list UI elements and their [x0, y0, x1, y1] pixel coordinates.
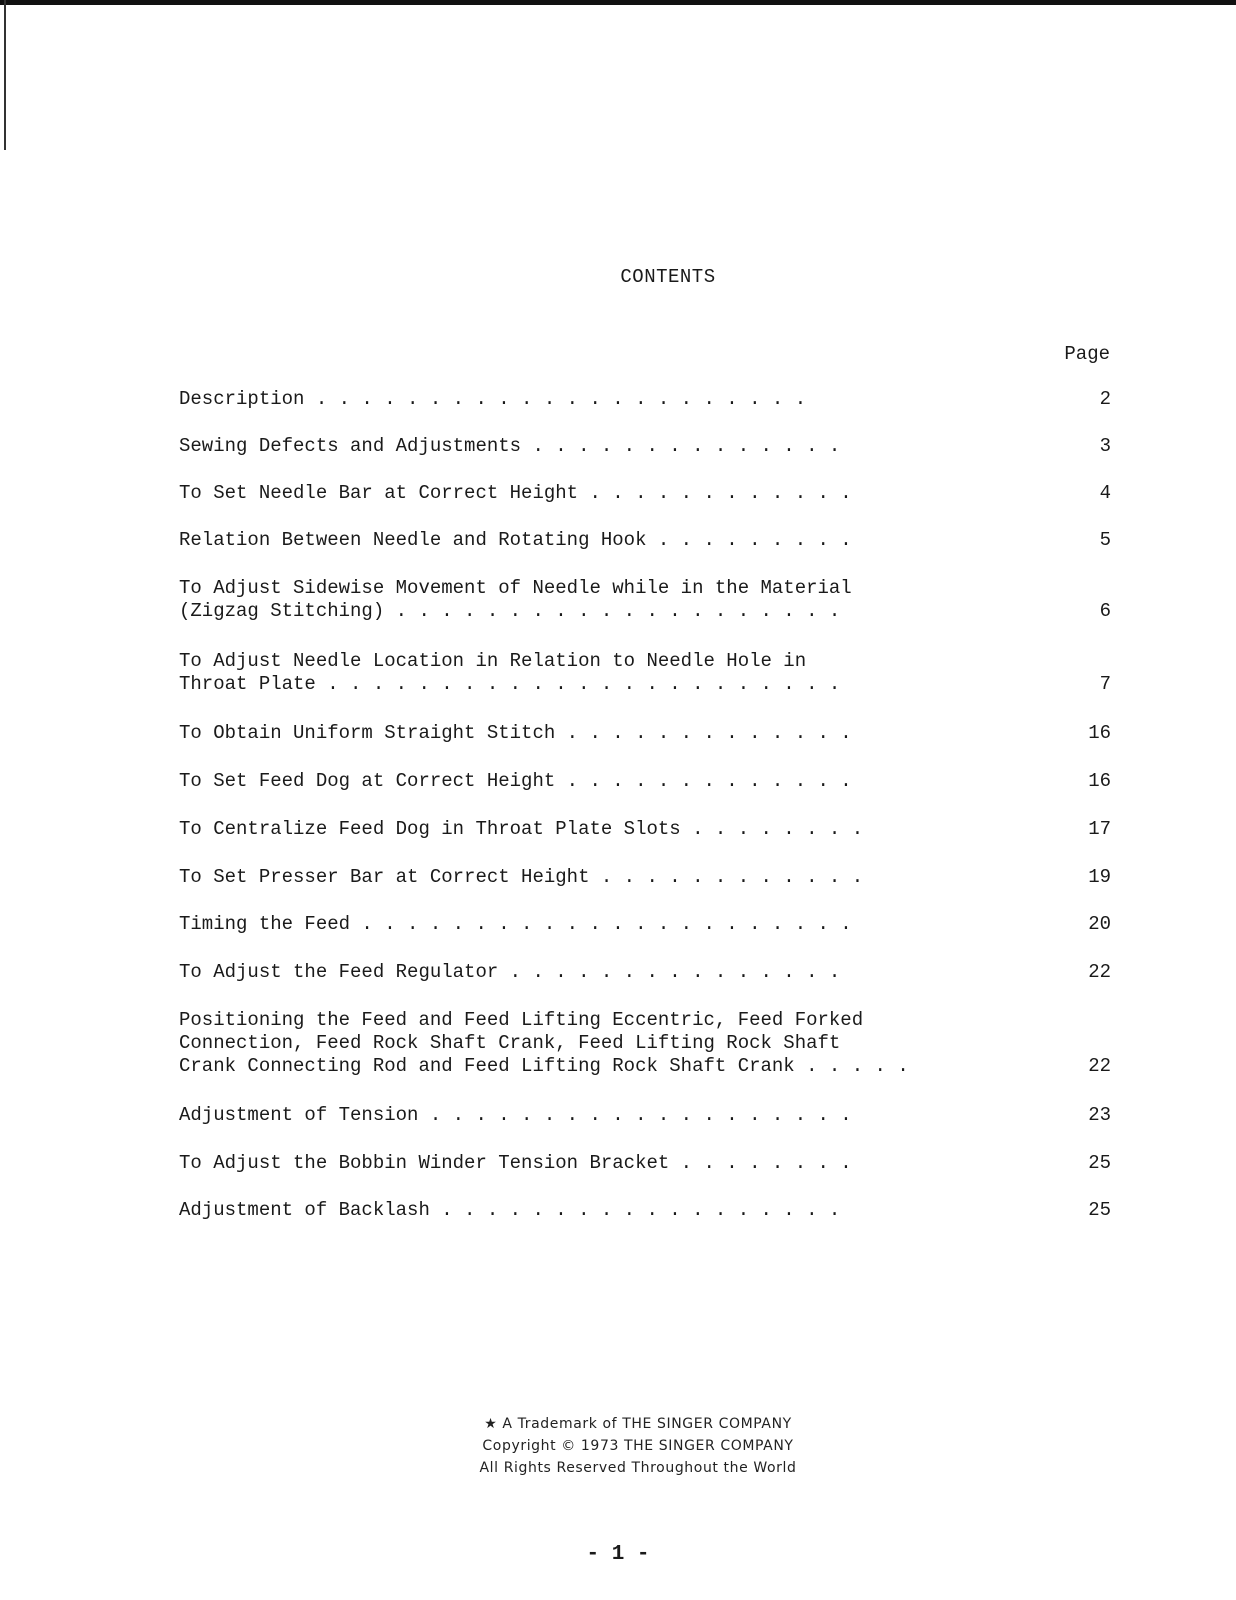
toc-entry-title: To Adjust the Feed Regulator . . . . . . . . . . . . . . .: [179, 961, 841, 983]
toc-entry-title: Relation Between Needle and Rotating Hook . . . . . . . . .: [179, 529, 852, 551]
toc-entry-title: To Adjust Sidewise Movement of Needle while in the Material (Zigzag Stitching) . . . . . . . . . . . . . . . . . . . .: [179, 577, 852, 622]
toc-entry-title: To Adjust the Bobbin Winder Tension Bracket . . . . . . . .: [179, 1152, 852, 1174]
toc-entry-page: 23: [1088, 1104, 1111, 1126]
toc-entry-page: 3: [1099, 435, 1111, 457]
toc-entry-page: 22: [1088, 961, 1111, 983]
toc-entry-page: 19: [1088, 866, 1111, 888]
toc-entry-page: 25: [1088, 1199, 1111, 1221]
page-column-label: Page: [1064, 343, 1110, 365]
toc-entry-page: 6: [1099, 600, 1111, 622]
toc-entry-title: Adjustment of Backlash . . . . . . . . . . . . . . . . . .: [179, 1199, 841, 1221]
toc-entry-title: Adjustment of Tension . . . . . . . . . . . . . . . . . . .: [179, 1104, 852, 1126]
toc-entry-title: Description . . . . . . . . . . . . . . . . . . . . . .: [179, 388, 807, 410]
copyright-notice: [0, 1413, 1236, 1479]
top-border-rule: [0, 0, 1236, 5]
copyright-line: Copyright © 1973 THE SINGER COMPANY: [482, 1438, 794, 1454]
toc-entry-title: To Centralize Feed Dog in Throat Plate Slots . . . . . . . .: [179, 818, 864, 840]
toc-entry-title: To Set Needle Bar at Correct Height . . . . . . . . . . . .: [179, 482, 852, 504]
toc-entry-page: 20: [1088, 913, 1111, 935]
toc-entry-page: 16: [1088, 770, 1111, 792]
toc-entry-page: 5: [1099, 529, 1111, 551]
rights-line: All Rights Reserved Throughout the World: [479, 1460, 797, 1476]
toc-entry-page: 22: [1088, 1055, 1111, 1077]
toc-entry-title: To Set Feed Dog at Correct Height . . . . . . . . . . . . .: [179, 770, 852, 792]
toc-entry-page: 25: [1088, 1152, 1111, 1174]
page-number: - 1 -: [586, 1543, 650, 1566]
toc-entry-title: Sewing Defects and Adjustments . . . . . . . . . . . . . .: [179, 435, 841, 457]
toc-entry-page: 7: [1099, 673, 1111, 695]
toc-entry-page: 2: [1099, 388, 1111, 410]
trademark-line: ★ A Trademark of THE SINGER COMPANY: [484, 1416, 792, 1432]
toc-entry-page: 16: [1088, 722, 1111, 744]
toc-entry-page: 17: [1088, 818, 1111, 840]
toc-entry-title: Positioning the Feed and Feed Lifting Eccentric, Feed Forked Connection, Feed Rock Shaft Crank, Feed Lifting Rock Shaft Crank Connecting Rod and Feed Lifting Rock Shaft Crank . . . . .: [179, 1009, 909, 1077]
toc-entry-title: To Set Presser Bar at Correct Height . . . . . . . . . . . .: [179, 866, 864, 888]
left-border-rule: [4, 0, 6, 150]
contents-heading: CONTENTS: [620, 266, 716, 288]
toc-entry-title: To Obtain Uniform Straight Stitch . . . . . . . . . . . . .: [179, 722, 852, 744]
toc-entry-title: Timing the Feed . . . . . . . . . . . . . . . . . . . . . .: [179, 913, 852, 935]
toc-entry-title: To Adjust Needle Location in Relation to Needle Hole in Throat Plate . . . . . . . . . . . . . . . . . . . . . . .: [179, 650, 841, 695]
toc-entry-page: 4: [1099, 482, 1111, 504]
